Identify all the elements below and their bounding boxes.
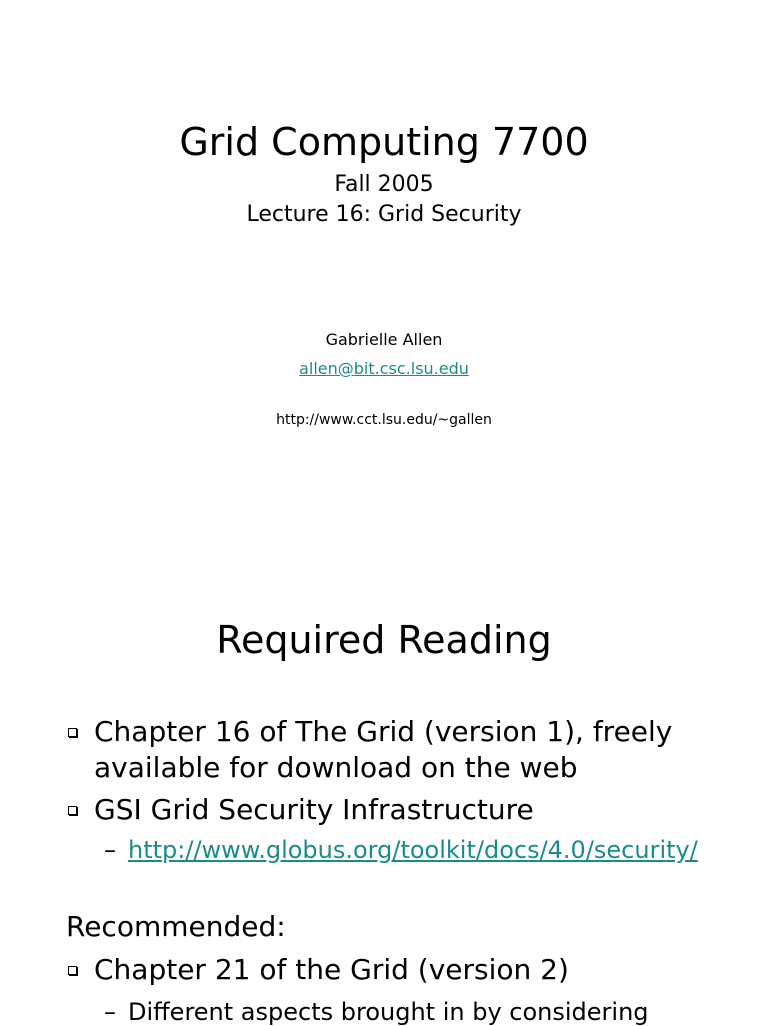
dash-bullet: –: [104, 998, 116, 1026]
required-reading-slide: [0, 512, 768, 1024]
slide-title: Required Reading: [216, 618, 552, 662]
checkbox-bullet-icon: [68, 966, 77, 975]
bullet-text: GSI Grid Security Infrastructure: [94, 793, 534, 826]
slide-title: Grid Computing 7700: [179, 120, 589, 164]
security-docs-link[interactable]: http://www.globus.org/toolkit/docs/4.0/security/: [128, 836, 698, 864]
term-subtitle: Fall 2005: [334, 172, 434, 197]
dash-bullet: –: [104, 836, 116, 864]
title-slide: [0, 0, 768, 512]
recommended-heading: Recommended:: [66, 910, 286, 943]
bullet-text-line: available for download on the web: [94, 751, 578, 784]
sub-bullet-text: Different aspects brought in by considering: [128, 998, 649, 1026]
bullet-text-line: Chapter 16 of The Grid (version 1), freely: [94, 715, 673, 748]
email-link[interactable]: allen@bit.csc.lsu.edu: [299, 359, 469, 378]
homepage-url: http://www.cct.lsu.edu/~gallen: [276, 412, 492, 428]
checkbox-bullet-icon: [68, 806, 77, 815]
checkbox-bullet-icon: [68, 728, 77, 737]
lecture-subtitle: Lecture 16: Grid Security: [246, 202, 522, 227]
bullet-text: Chapter 21 of the Grid (version 2): [94, 953, 569, 986]
author-name: Gabrielle Allen: [325, 330, 443, 349]
